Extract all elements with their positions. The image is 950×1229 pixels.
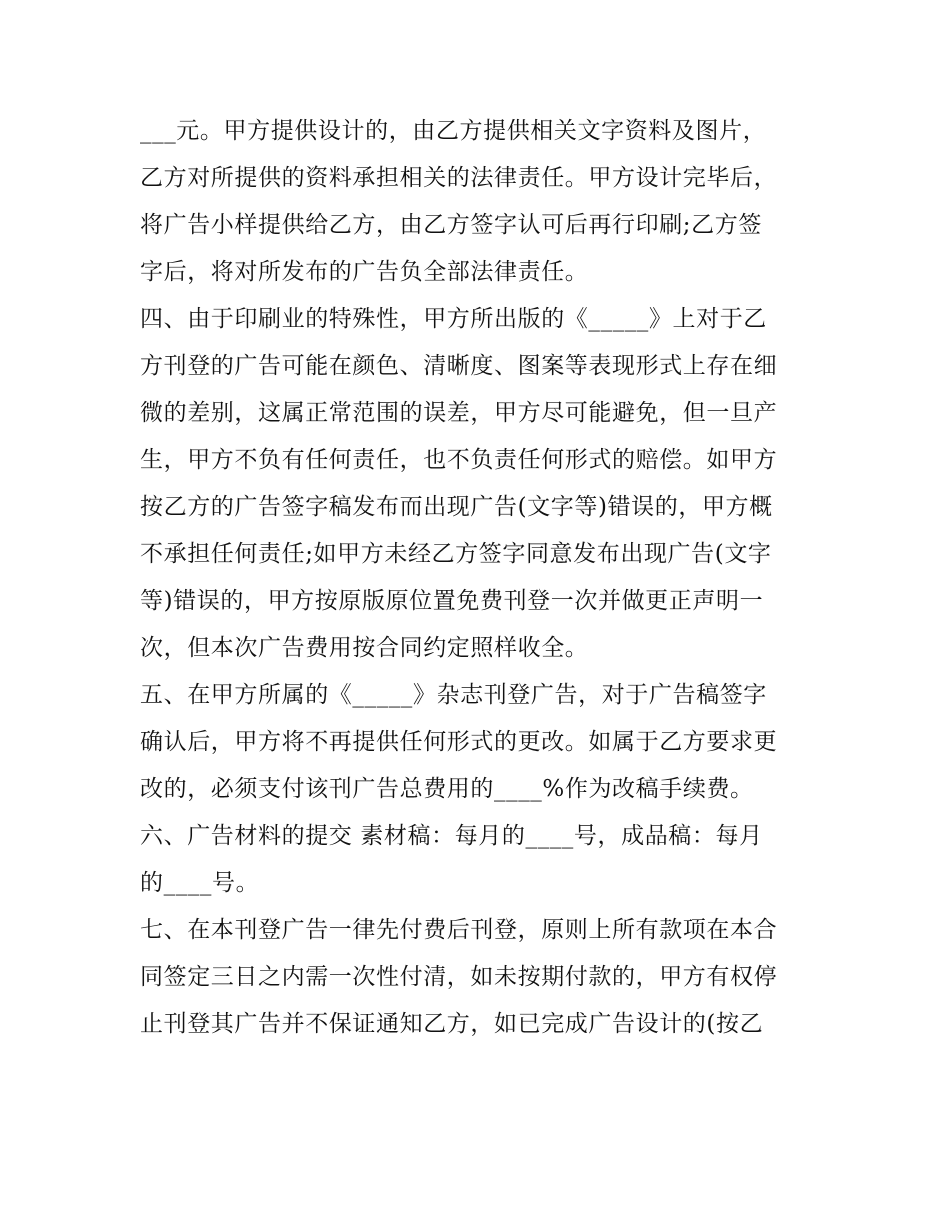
text-line: 生，甲方不负有任何责任，也不负责任何形式的赔偿。如甲方 [140,447,778,473]
contract-text [140,108,830,1048]
text-line: 确认后，甲方将不再提供任何形式的更改。如属于乙方要求更 [140,729,778,755]
text-line: 等)错误的，甲方按原版原位置免费刊登一次并做更正声明一 [140,588,764,614]
text-line: 按乙方的广告签字稿发布而出现广告(文字等)错误的，甲方概 [140,494,773,520]
text-line: 六、广告材料的提交 素材稿：每月的____号，成品稿：每月 [140,823,763,849]
text-line: 字后，将对所发布的广告负全部法律责任。 [140,259,589,285]
text-line: 微的差别，这属正常范围的误差，甲方尽可能避免，但一旦产 [140,400,778,426]
text-line: 乙方对所提供的资料承担相关的法律责任。甲方设计完毕后， [140,165,778,191]
text-line: 不承担任何责任;如甲方未经乙方签字同意发布出现广告(文字 [140,541,772,567]
text-line: 方刊登的广告可能在颜色、清晰度、图案等表现形式上存在细 [140,353,778,379]
text-line: 同签定三日之内需一次性付清，如未按期付款的，甲方有权停 [140,964,778,990]
text-line: 五、在甲方所属的《_____》杂志刊登广告，对于广告稿签字 [140,682,767,708]
text-line: 改的，必须支付该刊广告总费用的____%作为改稿手续费。 [140,776,754,802]
text-line: 四、由于印刷业的特殊性，甲方所出版的《_____》上对于乙 [140,306,767,332]
text-line: ___元。甲方提供设计的，由乙方提供相关文字资料及图片， [140,118,767,144]
text-line: 的____号。 [140,870,260,896]
text-line: 止刊登其广告并不保证通知乙方，如已完成广告设计的(按乙 [140,1011,764,1037]
text-line: 七、在本刊登广告一律先付费后刊登，原则上所有款项在本合 [140,917,778,943]
text-line: 将广告小样提供给乙方，由乙方签字认可后再行印刷;乙方签 [140,212,762,238]
text-line: 次，但本次广告费用按合同约定照样收全。 [140,635,589,661]
